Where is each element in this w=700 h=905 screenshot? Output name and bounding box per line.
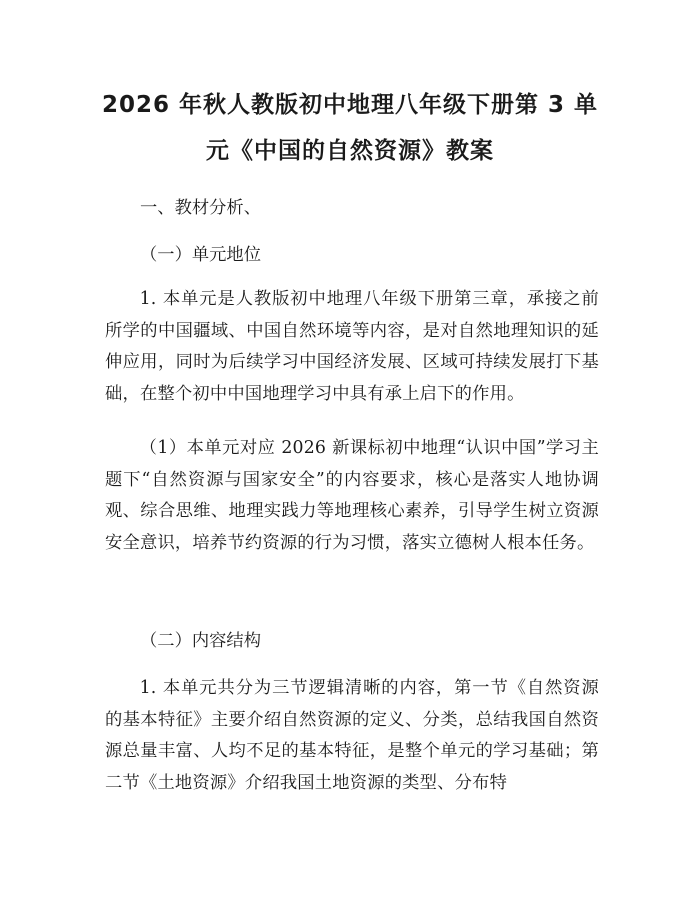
section-heading-textbook-analysis: 一、教材分析、 bbox=[140, 198, 261, 218]
subsection-heading-content-structure: （二）内容结构 bbox=[140, 631, 261, 651]
paragraph-content-structure: 1. 本单元共分为三节逻辑清晰的内容，第一节《自然资源的基本特征》主要介绍自然资源的定义、分类，总结我国自然资源总量丰富、人均不足的基本特征，是整个单元的学习基础；第二节《土地资源》介绍我国土地资源的类型、分布特 bbox=[105, 678, 599, 793]
paragraph-curriculum-standard: （1）本单元对应 2026 新课标初中地理“认识中国”学习主题下“自然资源与国家安全”的内容要求，核心是落实人地协调观、综合思维、地理实践力等地理核心素养，引导学生树立资源安全意识，培养节约资源的行为习惯，落实立德树人根本任务。 bbox=[105, 438, 599, 553]
subsection-heading-unit-position: （一）单元地位 bbox=[140, 245, 261, 265]
document-title-line-1: 2026 年秋人教版初中地理八年级下册第 3 单 bbox=[101, 92, 599, 118]
paragraph-unit-position: 1. 本单元是人教版初中地理八年级下册第三章，承接之前所学的中国疆域、中国自然环境等内容，是对自然地理知识的延伸应用，同时为后续学习中国经济发展、区域可持续发展打下基础，在整个初中中国地理学习中具有承上启下的作用。 bbox=[105, 289, 599, 404]
document-title-line-2: 元《中国的自然资源》教案 bbox=[206, 138, 494, 164]
